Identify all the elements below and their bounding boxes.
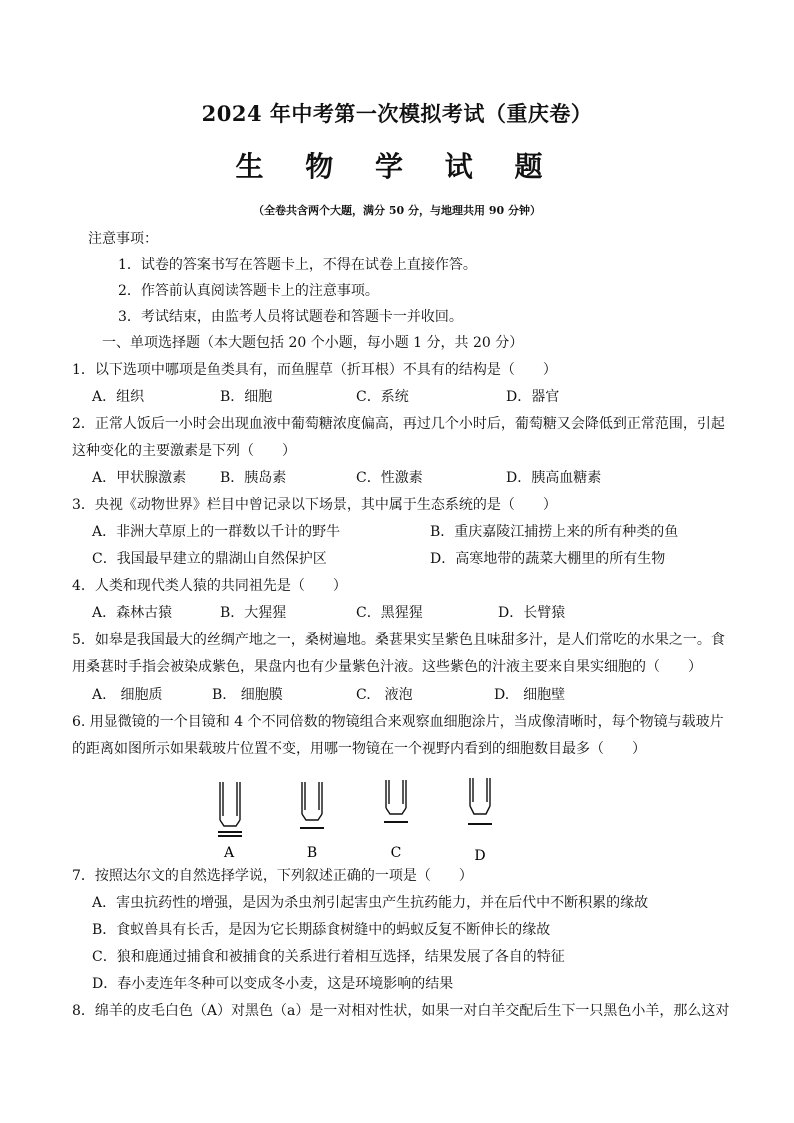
- question-1-option-b: B．细胞: [220, 389, 273, 405]
- question-2-option-b: B．胰岛素: [220, 470, 287, 486]
- question-1-option-a: A．组织: [92, 389, 145, 405]
- question-4-option-b: B．大猩猩: [220, 605, 287, 621]
- note-item: 2．作答前认真阅读答题卡上的注意事项。: [118, 283, 379, 299]
- question-3-option-d: D．高寒地带的蔬菜大棚里的所有生物: [430, 551, 666, 567]
- question-5-option-d: D. 细胞壁: [494, 687, 566, 703]
- objective-lens-figure: [210, 776, 510, 866]
- question-2-stem-line1: 2．正常人饭后一小时会出现血液中葡萄糖浓度偏高，再过几个小时后，葡萄糖又会降低到正常范围，引起: [72, 416, 725, 432]
- objective-lens-b: [300, 782, 324, 828]
- question-5-option-a: A. 细胞质: [92, 687, 163, 703]
- question-2-option-d: D．胰高血糖素: [506, 470, 602, 486]
- question-5-option-c: C. 液泡: [356, 687, 413, 703]
- question-3-stem: 3．央视《动物世界》栏目中曾记录以下场景，其中属于生态系统的是（ ）: [72, 497, 557, 513]
- objective-lens-c: [384, 780, 408, 822]
- question-2-option-c: C．性激素: [356, 470, 423, 486]
- figure-label-c: C: [390, 845, 402, 861]
- question-2-stem-line2: 这种变化的主要激素是下列（ ）: [72, 443, 296, 459]
- question-3-option-a: A．非洲大草原上的一群数以千计的野牛: [92, 524, 341, 540]
- question-1-stem: 1．以下选项中哪项是鱼类具有，而鱼腥草（折耳根）不具有的结构是（ ）: [72, 362, 557, 378]
- note-item: 1．试卷的答案书写在答题卡上，不得在试卷上直接作答。: [118, 257, 477, 273]
- question-4-option-c: C．黑猩猩: [356, 605, 423, 621]
- notes-heading: 注意事项：: [88, 231, 158, 247]
- subject-title: 生 物 学 试 题: [235, 150, 559, 183]
- question-2-option-a: A．甲状腺激素: [92, 470, 187, 486]
- section-heading: 一、单项选择题（本大题包括 20 个小题，每小题 1 分，共 20 分）: [102, 335, 524, 351]
- exam-title: 2024 年中考第一次模拟考试（重庆卷）: [201, 101, 593, 126]
- figure-label-a: A: [223, 845, 235, 861]
- figure-label-b: B: [306, 845, 318, 861]
- question-3-option-b: B．重庆嘉陵江捕捞上来的所有种类的鱼: [430, 524, 679, 540]
- question-8-stem: 8．绵羊的皮毛白色（A）对黑色（a）是一对相对性状，如果一对白羊交配后生下一只黑色小羊，那么这对: [72, 1003, 730, 1019]
- question-7-option-d: D．春小麦连年冬种可以变成冬小麦，这是环境影响的结果: [92, 976, 454, 992]
- question-7-option-c: C．狼和鹿通过捕食和被捕食的关系进行着相互选择，结果发展了各自的特征: [92, 949, 565, 965]
- question-6-stem-line1: 6. 用显微镜的一个目镜和 4 个不同倍数的物镜组合来观察血细胞涂片，当成像清晰时，每个物镜与载玻片: [72, 714, 724, 730]
- note-item: 3．考试结束，由监考人员将试题卷和答题卡一并收回。: [118, 309, 463, 325]
- figure-label-d: D: [474, 848, 486, 864]
- objective-lens-d: [468, 778, 492, 824]
- question-7-option-a: A．害虫抗药性的增强，是因为杀虫剂引起害虫产生抗药能力，并在后代中不断积累的缘故: [92, 895, 649, 911]
- question-7-stem: 7．按照达尔文的自然选择学说，下列叙述正确的一项是（ ）: [72, 868, 473, 884]
- question-1-option-d: D．器官: [506, 389, 560, 405]
- question-5-stem-line1: 5．如皋是我国最大的丝绸产地之一，桑树遍地。桑葚果实呈紫色且味甜多汁，是人们常吃的水果之一。食: [72, 632, 725, 648]
- question-7-option-b: B．食蚁兽具有长舌，是因为它长期舔食树缝中的蚂蚁反复不断伸长的缘故: [92, 922, 551, 938]
- question-3-option-c: C．我国最早建立的鼎湖山自然保护区: [92, 551, 327, 567]
- question-4-option-d: D．长臂猿: [498, 605, 566, 621]
- question-4-option-a: A．森林古猿: [92, 605, 173, 621]
- question-1-option-c: C．系统: [356, 389, 409, 405]
- question-6-stem-line2: 的距离如图所示如果载玻片位置不变，用哪一物镜在一个视野内看到的细胞数目最多（ ）: [72, 741, 646, 757]
- exam-info: （全卷共含两个大题，满分 50 分，与地理共用 90 分钟）: [253, 204, 541, 217]
- question-5-option-b: B. 细胞膜: [212, 687, 283, 703]
- objective-lens-a: [218, 782, 242, 836]
- question-4-stem: 4．人类和现代类人猿的共同祖先是（ ）: [72, 578, 347, 594]
- question-5-stem-line2: 用桑葚时手指会被染成紫色，果盘内也有少量紫色汁液。这些紫色的汁液主要来自果实细胞的（ ）: [72, 659, 702, 675]
